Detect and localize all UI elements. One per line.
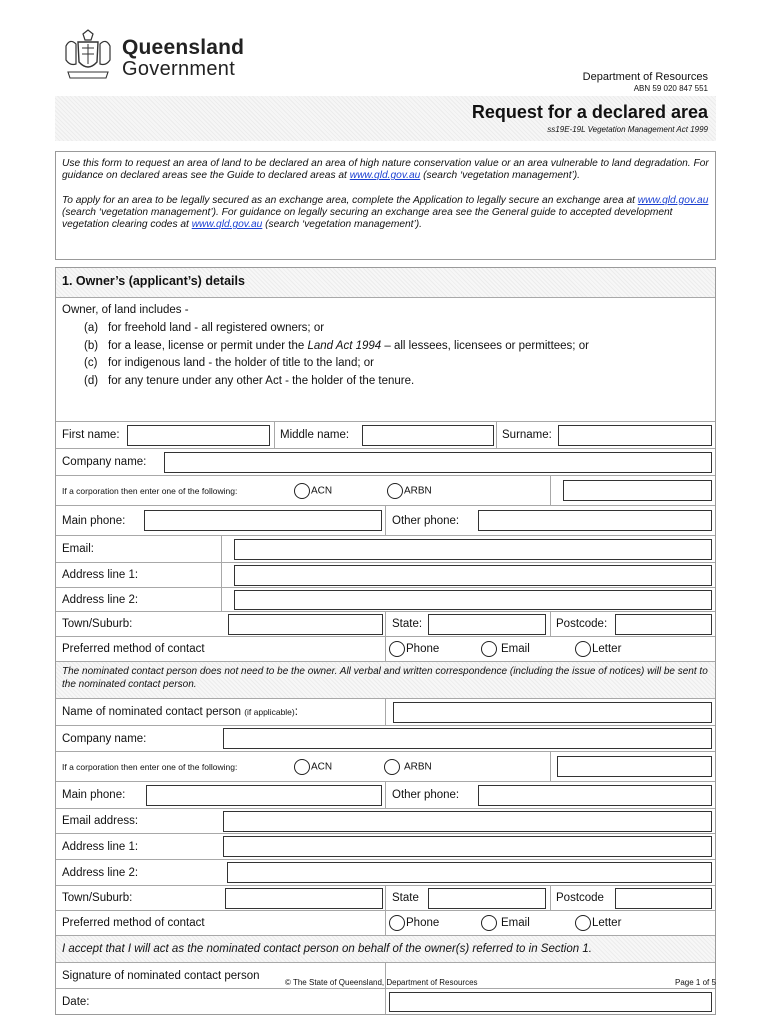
first-name-label: First name:	[62, 429, 120, 441]
contact-state-field[interactable]	[428, 888, 546, 909]
intro-text: (search ‘vegetation management’). For guidance on legally securing an exchange area see the General guide to accepted development vegetation clearing codes at	[62, 206, 673, 231]
contact-acn-label: ACN	[311, 761, 333, 772]
abn-number: ABN 59 020 847 551	[633, 84, 708, 93]
corporation-number-field[interactable]	[563, 480, 712, 501]
contact-email-field[interactable]	[223, 811, 712, 832]
first-name-field[interactable]	[127, 425, 270, 446]
divider	[221, 588, 222, 611]
divider	[274, 422, 275, 448]
qld-gov-link[interactable]: www.qld.gov.au	[637, 194, 709, 206]
item-text-part: for a lease, license or permit under the	[108, 339, 308, 352]
state-label: State:	[392, 618, 423, 630]
preferred-contact-label: Preferred method of contact	[62, 643, 205, 655]
owner-definition	[56, 297, 715, 421]
contact-town-field[interactable]	[225, 888, 383, 909]
divider	[550, 476, 551, 505]
email-row	[56, 535, 715, 562]
intro-text: To apply for an area to be legally secured as an exchange area, complete the Application to legally secure an exchange area at	[62, 194, 638, 206]
contact-address1-label: Address line 1:	[62, 840, 139, 853]
title-banner	[55, 96, 716, 141]
item-label: (d)	[84, 375, 99, 388]
name-row	[56, 421, 715, 448]
company-row	[56, 448, 715, 475]
owner-details-form	[55, 267, 716, 1015]
intro-box	[55, 151, 716, 260]
contact-phone-option-label: Phone	[406, 917, 440, 929]
form-subtitle: ss19E-19L Vegetation Management Act 1999	[547, 125, 708, 134]
divider	[385, 886, 386, 910]
contact-address1-row	[56, 833, 715, 859]
address2-field[interactable]	[234, 590, 712, 610]
signature-label: Signature of nominated contact person	[62, 969, 260, 982]
preferred-contact-row	[56, 636, 715, 661]
email-field[interactable]	[234, 539, 712, 560]
divider	[550, 612, 551, 636]
postcode-field[interactable]	[615, 614, 712, 635]
contact-email-option-label: Email	[501, 917, 530, 929]
owner-item-a	[62, 320, 709, 338]
qld-gov-link[interactable]: www.qld.gov.au	[349, 170, 421, 182]
phone-radio[interactable]	[389, 641, 405, 657]
divider	[221, 563, 222, 587]
copyright-text: © The State of Queensland, Department of Resources	[285, 978, 478, 987]
page-number: Page 1 of 5	[675, 978, 716, 987]
if-applicable-text: (if applicable)	[244, 707, 295, 717]
contact-letter-radio[interactable]	[575, 915, 591, 931]
item-text-part: – all lessees, licensees or permittees; or	[381, 339, 589, 352]
contact-corporation-number-field[interactable]	[557, 756, 712, 777]
intro-paragraph-1	[62, 158, 709, 183]
surname-label: Surname:	[502, 429, 552, 441]
divider	[221, 536, 222, 562]
phone-row	[56, 505, 715, 535]
divider	[385, 699, 386, 725]
intro-paragraph-2	[62, 195, 709, 232]
contact-town-label: Town/Suburb:	[62, 892, 133, 904]
letter-radio[interactable]	[575, 641, 591, 657]
divider	[385, 612, 386, 636]
act-name: Land Act 1994	[307, 339, 382, 352]
other-phone-field[interactable]	[478, 510, 712, 531]
date-row	[56, 988, 715, 1014]
divider	[385, 911, 386, 935]
state-field[interactable]	[428, 614, 546, 635]
contact-name-row	[56, 698, 715, 725]
contact-name-field[interactable]	[393, 702, 712, 723]
date-field[interactable]	[389, 992, 712, 1012]
date-label: Date:	[62, 995, 90, 1008]
contact-arbn-radio[interactable]	[384, 759, 400, 775]
main-phone-label: Main phone:	[62, 514, 126, 527]
contact-company-field[interactable]	[223, 728, 712, 749]
contact-postcode-field[interactable]	[615, 888, 712, 909]
divider	[550, 752, 551, 781]
contact-phone-radio[interactable]	[389, 915, 405, 931]
town-row	[56, 611, 715, 636]
acn-label: ACN	[311, 485, 333, 496]
middle-name-field[interactable]	[362, 425, 494, 446]
logo-line2: Government	[122, 58, 236, 80]
acceptance-row	[56, 935, 715, 962]
divider	[385, 782, 386, 808]
colon: :	[294, 706, 298, 718]
divider	[385, 637, 386, 661]
company-name-field[interactable]	[164, 452, 712, 473]
owner-item-c	[62, 355, 709, 373]
contact-preferred-label: Preferred method of contact	[62, 917, 205, 929]
logo-line1: Queensland	[122, 36, 245, 59]
corporation-note: If a corporation then enter one of the following:	[62, 485, 238, 496]
contact-address2-label: Address line 2:	[62, 866, 139, 879]
item-text: for any tenure under any other Act - the holder of the tenure.	[108, 375, 415, 388]
phone-option-label: Phone	[406, 643, 440, 655]
surname-field[interactable]	[558, 425, 712, 446]
contact-company-label: Company name:	[62, 732, 147, 745]
item-text: for indigenous land - the holder of title to the land; or	[108, 357, 374, 370]
contact-other-phone-field[interactable]	[478, 785, 712, 806]
contact-corporation-note: If a corporation then enter one of the following:	[62, 761, 238, 772]
contact-town-row	[56, 885, 715, 910]
main-phone-field[interactable]	[144, 510, 382, 531]
acn-radio[interactable]	[294, 483, 310, 499]
address1-row	[56, 562, 715, 587]
item-label: (b)	[84, 339, 99, 352]
item-label: (a)	[84, 321, 99, 334]
postcode-label: Postcode:	[556, 618, 608, 630]
item-text	[108, 340, 589, 352]
contact-email-row	[56, 808, 715, 833]
contact-main-phone-label: Main phone:	[62, 789, 126, 801]
qld-gov-link[interactable]: www.qld.gov.au	[191, 219, 263, 231]
contact-state-label: State	[392, 892, 419, 904]
contact-main-phone-field[interactable]	[146, 785, 382, 806]
intro-text: (search ‘vegetation management’).	[420, 170, 581, 182]
department-name: Department of Resources	[582, 71, 708, 83]
contact-company-row	[56, 725, 715, 751]
owner-intro: Owner, of land includes -	[62, 304, 189, 316]
town-field[interactable]	[228, 614, 383, 635]
contact-corporation-row	[56, 751, 715, 781]
intro-text: (search ‘vegetation management’).	[262, 219, 422, 231]
contact-arbn-label: ARBN	[404, 761, 432, 772]
email-option-label: Email	[501, 643, 530, 655]
arbn-label: ARBN	[404, 485, 432, 496]
divider	[550, 886, 551, 910]
corporation-row	[56, 475, 715, 505]
coat-of-arms-icon	[60, 28, 116, 82]
owner-item-b	[62, 338, 709, 356]
contact-address2-row	[56, 859, 715, 885]
email-label: Email:	[62, 543, 94, 555]
middle-name-label: Middle name:	[280, 429, 350, 441]
owner-item-d	[62, 373, 709, 391]
email-radio[interactable]	[481, 641, 497, 657]
contact-address2-field[interactable]	[227, 862, 712, 883]
acceptance-statement: I accept that I will act as the nominated contact person on behalf of the owner(s) referred to in Section 1.	[62, 943, 592, 955]
contact-email-label: Email address:	[62, 815, 139, 827]
address2-row	[56, 587, 715, 611]
contact-postcode-label: Postcode	[556, 892, 604, 904]
address1-label: Address line 1:	[62, 569, 139, 581]
section-1-heading: 1. Owner’s (applicant’s) details	[56, 268, 715, 297]
item-label: (c)	[84, 357, 98, 370]
address2-label: Address line 2:	[62, 593, 139, 606]
contact-other-phone-label: Other phone:	[392, 789, 460, 801]
divider	[496, 422, 497, 448]
intro-text: Use this form to request an area of land to be declared an area of high nature conservation value or an area vulnerable to land degradation. For guidance on declared areas see the Guide to declared areas at	[62, 158, 709, 182]
form-title: Request for a declared area	[471, 102, 708, 122]
contact-address1-field[interactable]	[223, 836, 712, 857]
town-label: Town/Suburb:	[62, 618, 133, 630]
contact-name-text: Name of nominated contact person	[62, 706, 245, 718]
qld-gov-logo	[60, 28, 245, 84]
divider	[385, 989, 386, 1014]
contact-email-radio[interactable]	[481, 915, 497, 931]
divider	[385, 506, 386, 535]
contact-acn-radio[interactable]	[294, 759, 310, 775]
contact-person-note: The nominated contact person does not need to be the owner. All verbal and written correspondence (including the issue of notices) will be sent to the nominated contact person.	[56, 661, 715, 698]
contact-preferred-row	[56, 910, 715, 935]
contact-name-label	[62, 706, 298, 718]
other-phone-label: Other phone:	[392, 514, 460, 527]
item-text: for freehold land - all registered owners; or	[108, 321, 325, 334]
contact-letter-option-label: Letter	[592, 917, 622, 929]
company-name-label: Company name:	[62, 456, 147, 468]
contact-phone-row	[56, 781, 715, 808]
address1-field[interactable]	[234, 565, 712, 586]
letter-option-label: Letter	[592, 643, 622, 655]
arbn-radio[interactable]	[387, 483, 403, 499]
